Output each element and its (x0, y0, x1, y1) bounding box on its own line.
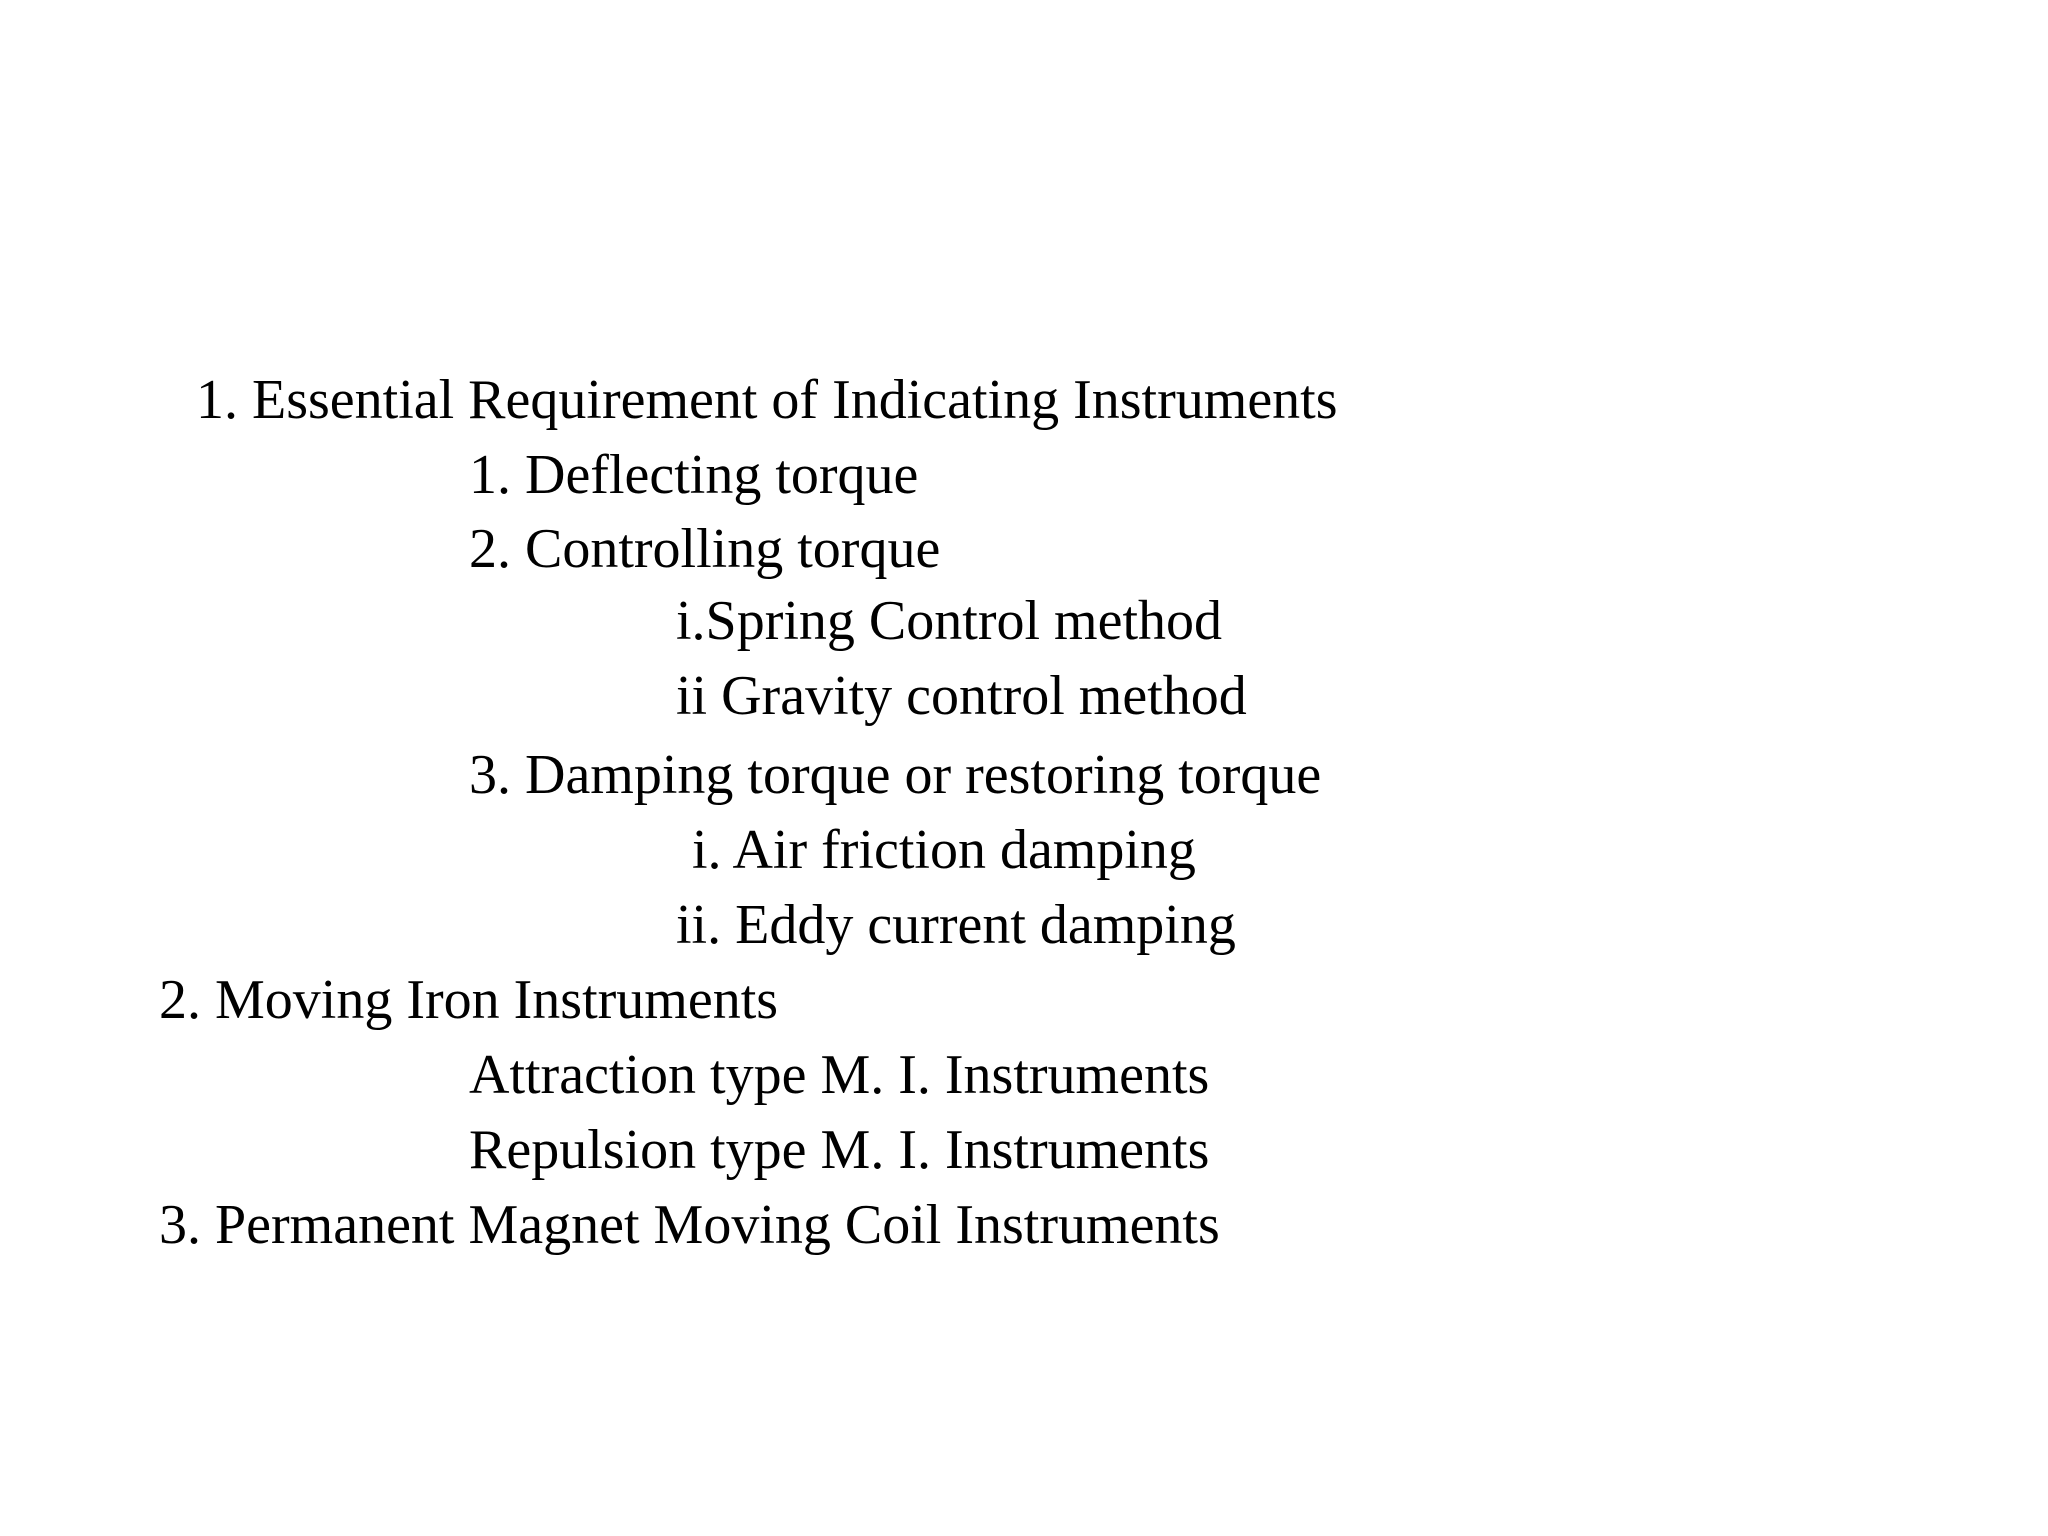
section-3-heading: 3. Permanent Magnet Moving Coil Instruments (159, 1194, 1220, 1256)
gravity-control-subitem: ii Gravity control method (676, 665, 1247, 727)
spring-control-subitem: i.Spring Control method (676, 590, 1222, 652)
controlling-torque-item: 2. Controlling torque (469, 518, 941, 580)
attraction-type-item: Attraction type M. I. Instruments (469, 1044, 1210, 1106)
eddy-current-damping-subitem: ii. Eddy current damping (676, 894, 1236, 956)
repulsion-type-item: Repulsion type M. I. Instruments (469, 1119, 1210, 1181)
deflecting-torque-item: 1. Deflecting torque (469, 444, 919, 506)
section-1-heading: 1. Essential Requirement of Indicating Instruments (196, 369, 1338, 431)
air-friction-damping-subitem: i. Air friction damping (692, 819, 1196, 881)
section-2-heading: 2. Moving Iron Instruments (159, 969, 779, 1031)
damping-torque-item: 3. Damping torque or restoring torque (469, 744, 1322, 806)
